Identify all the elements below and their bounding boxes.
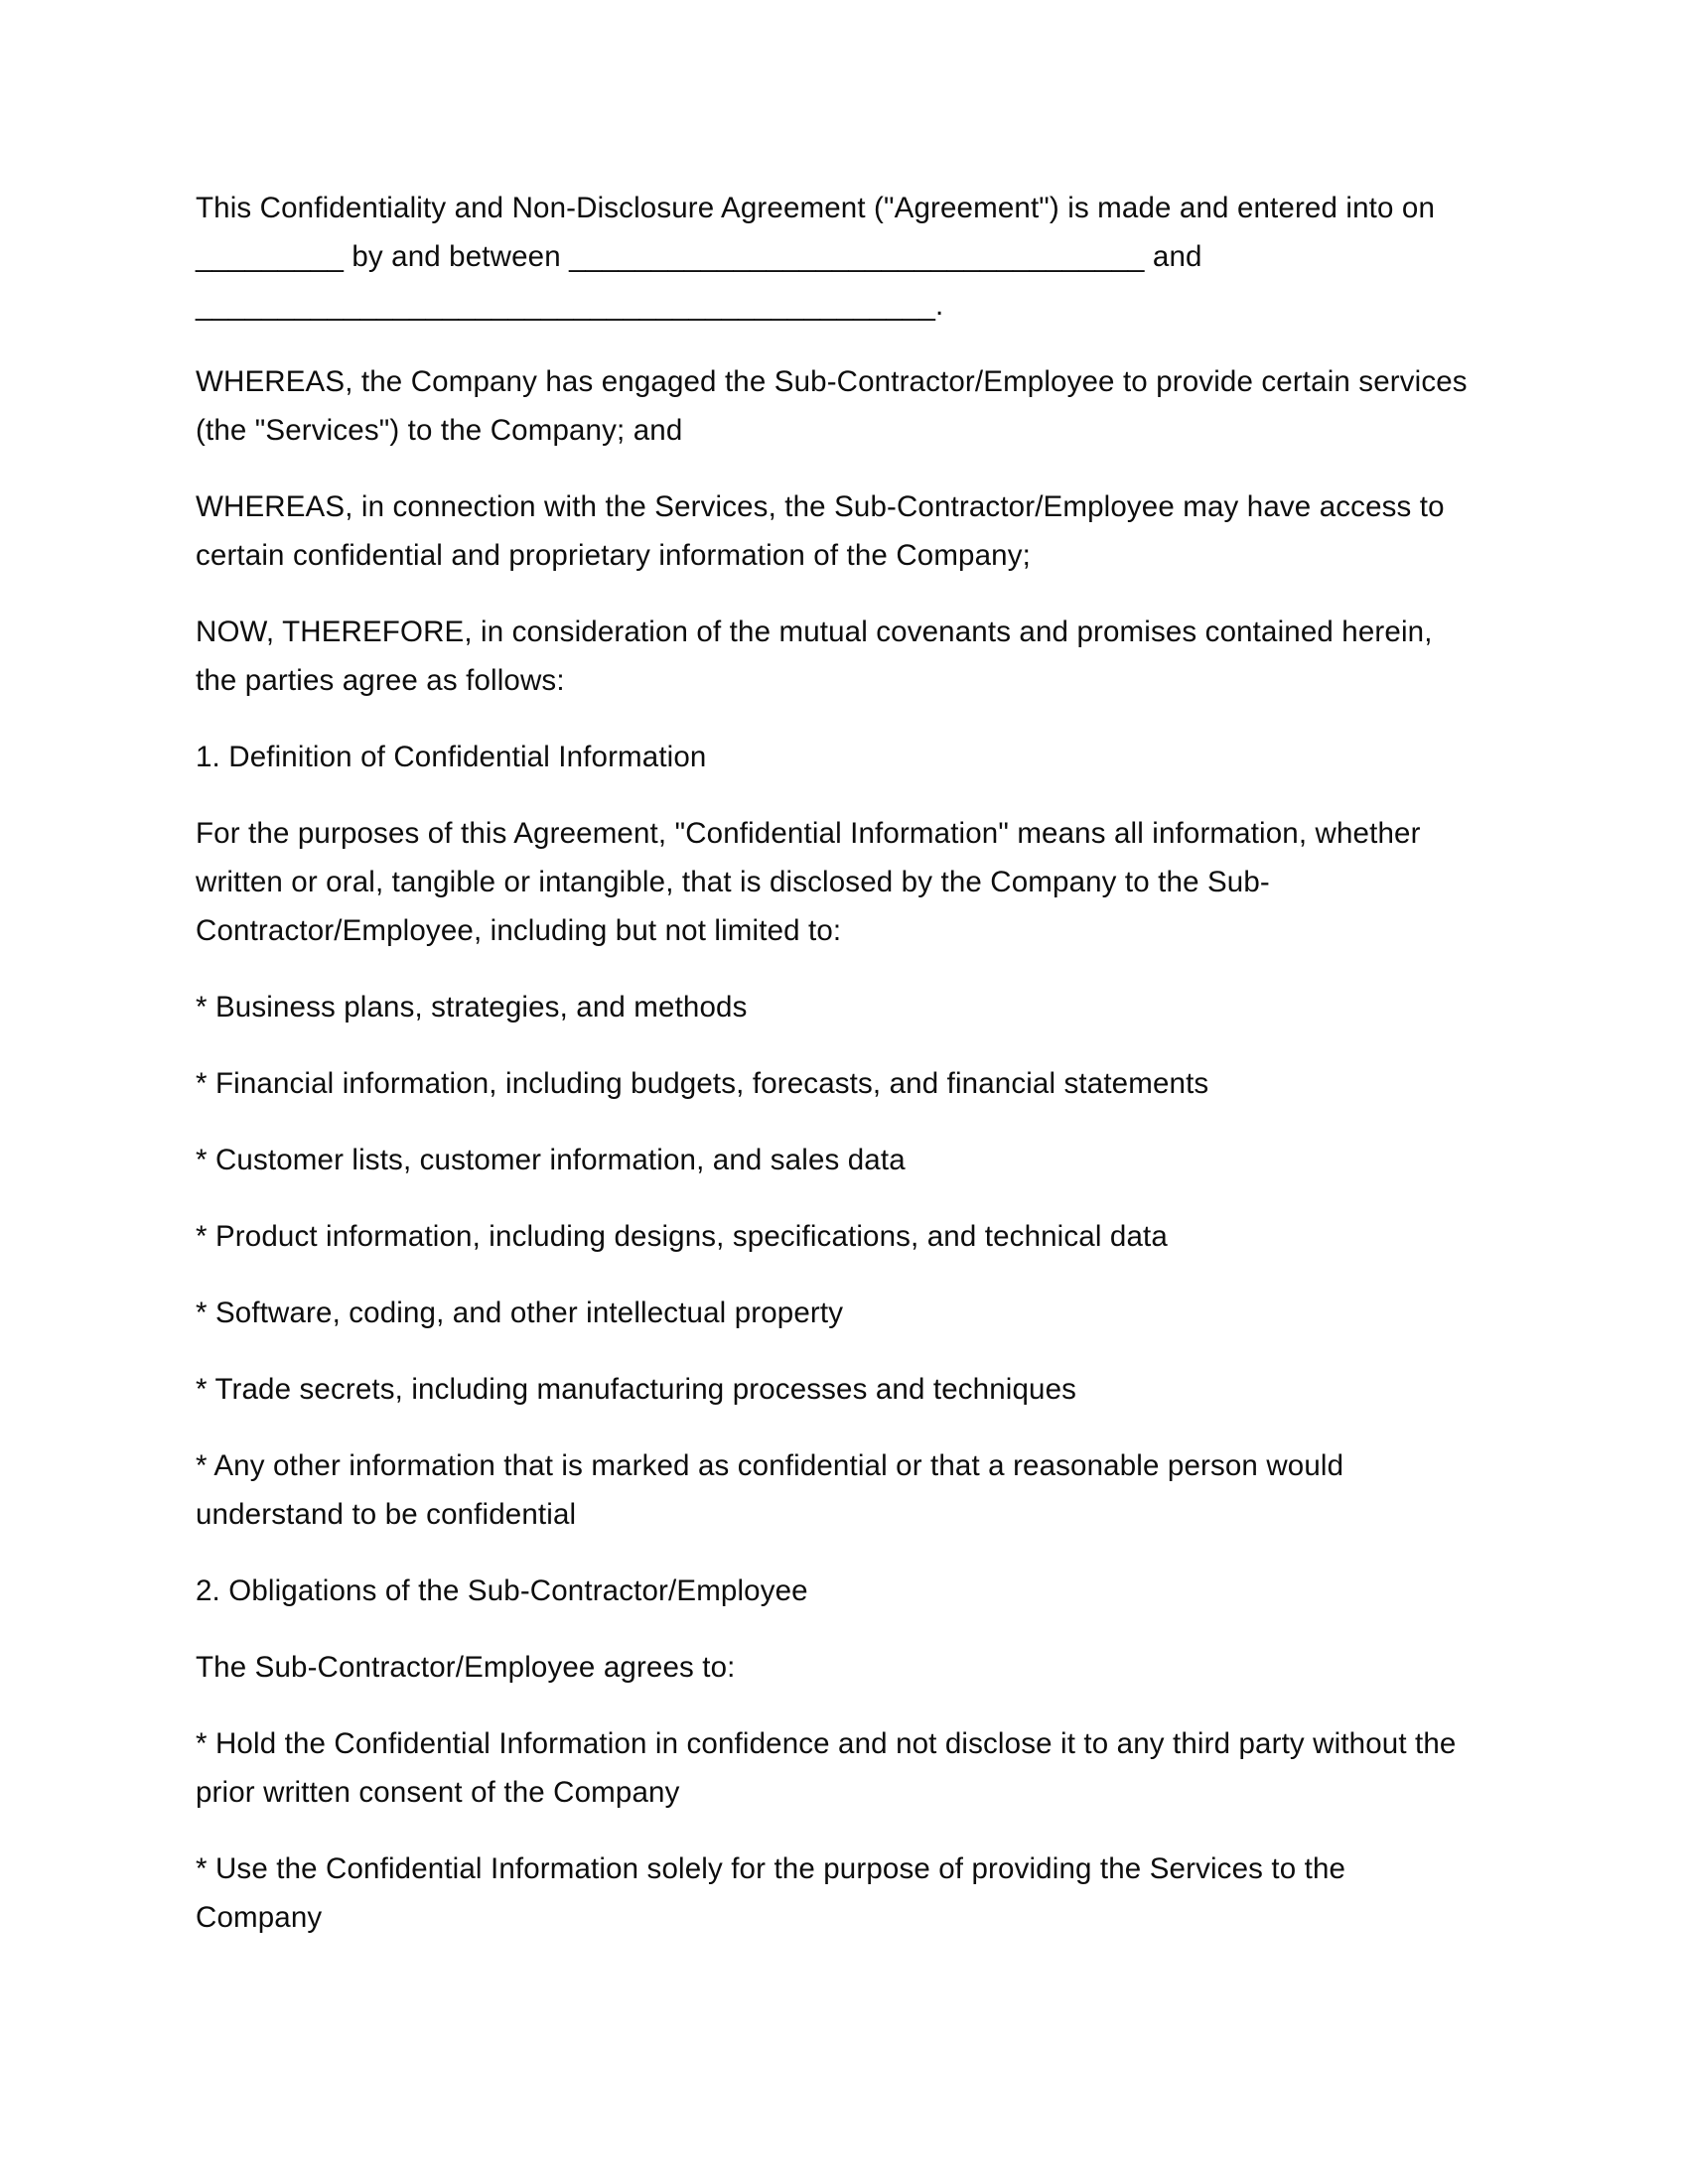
paragraph-section-1-intro: For the purposes of this Agreement, "Confidential Information" means all information, whether written or oral, tangible or intangible, that is disclosed by the Company to the Sub-Contractor/Employee, including but not limited to:	[196, 817, 1429, 947]
list-item-product-information: * Product information, including designs, specifications, and technical data	[196, 1220, 1168, 1253]
list-item-trade-secrets: * Trade secrets, including manufacturing processes and techniques	[196, 1373, 1077, 1406]
paragraph-preamble: This Confidentiality and Non-Disclosure Agreement ("Agreement") is made and entered into on _________ by and between ___________________________________ and _____________________________________________.	[196, 192, 1444, 322]
paragraph-now-therefore: NOW, THEREFORE, in consideration of the mutual covenants and promises contained herein, the parties agree as follows:	[196, 615, 1441, 697]
list-item-software-coding: * Software, coding, and other intellectual property	[196, 1297, 844, 1329]
paragraph-section-2-intro: The Sub-Contractor/Employee agrees to:	[196, 1651, 736, 1684]
paragraph-whereas-2: WHEREAS, in connection with the Services, the Sub-Contractor/Employee may have access to certain confidential and proprietary information of the Company;	[196, 490, 1454, 572]
document-body	[196, 184, 1477, 1942]
list-item-any-other-information: * Any other information that is marked as confidential or that a reasonable person would understand to be confidential	[196, 1449, 1352, 1531]
list-item-hold-in-confidence: * Hold the Confidential Information in confidence and not disclose it to any third party without the prior written consent of the Company	[196, 1727, 1465, 1809]
heading-section-1: 1. Definition of Confidential Information	[196, 741, 707, 773]
list-item-financial-information: * Financial information, including budgets, forecasts, and financial statements	[196, 1067, 1209, 1100]
list-item-customer-lists: * Customer lists, customer information, and sales data	[196, 1144, 906, 1176]
paragraph-whereas-1: WHEREAS, the Company has engaged the Sub-Contractor/Employee to provide certain services (the "Services") to the Company; and	[196, 365, 1477, 447]
list-item-business-plans: * Business plans, strategies, and methods	[196, 991, 748, 1024]
heading-section-2: 2. Obligations of the Sub-Contractor/Employee	[196, 1574, 808, 1607]
list-item-use-solely: * Use the Confidential Information solely for the purpose of providing the Services to the Company	[196, 1852, 1354, 1934]
